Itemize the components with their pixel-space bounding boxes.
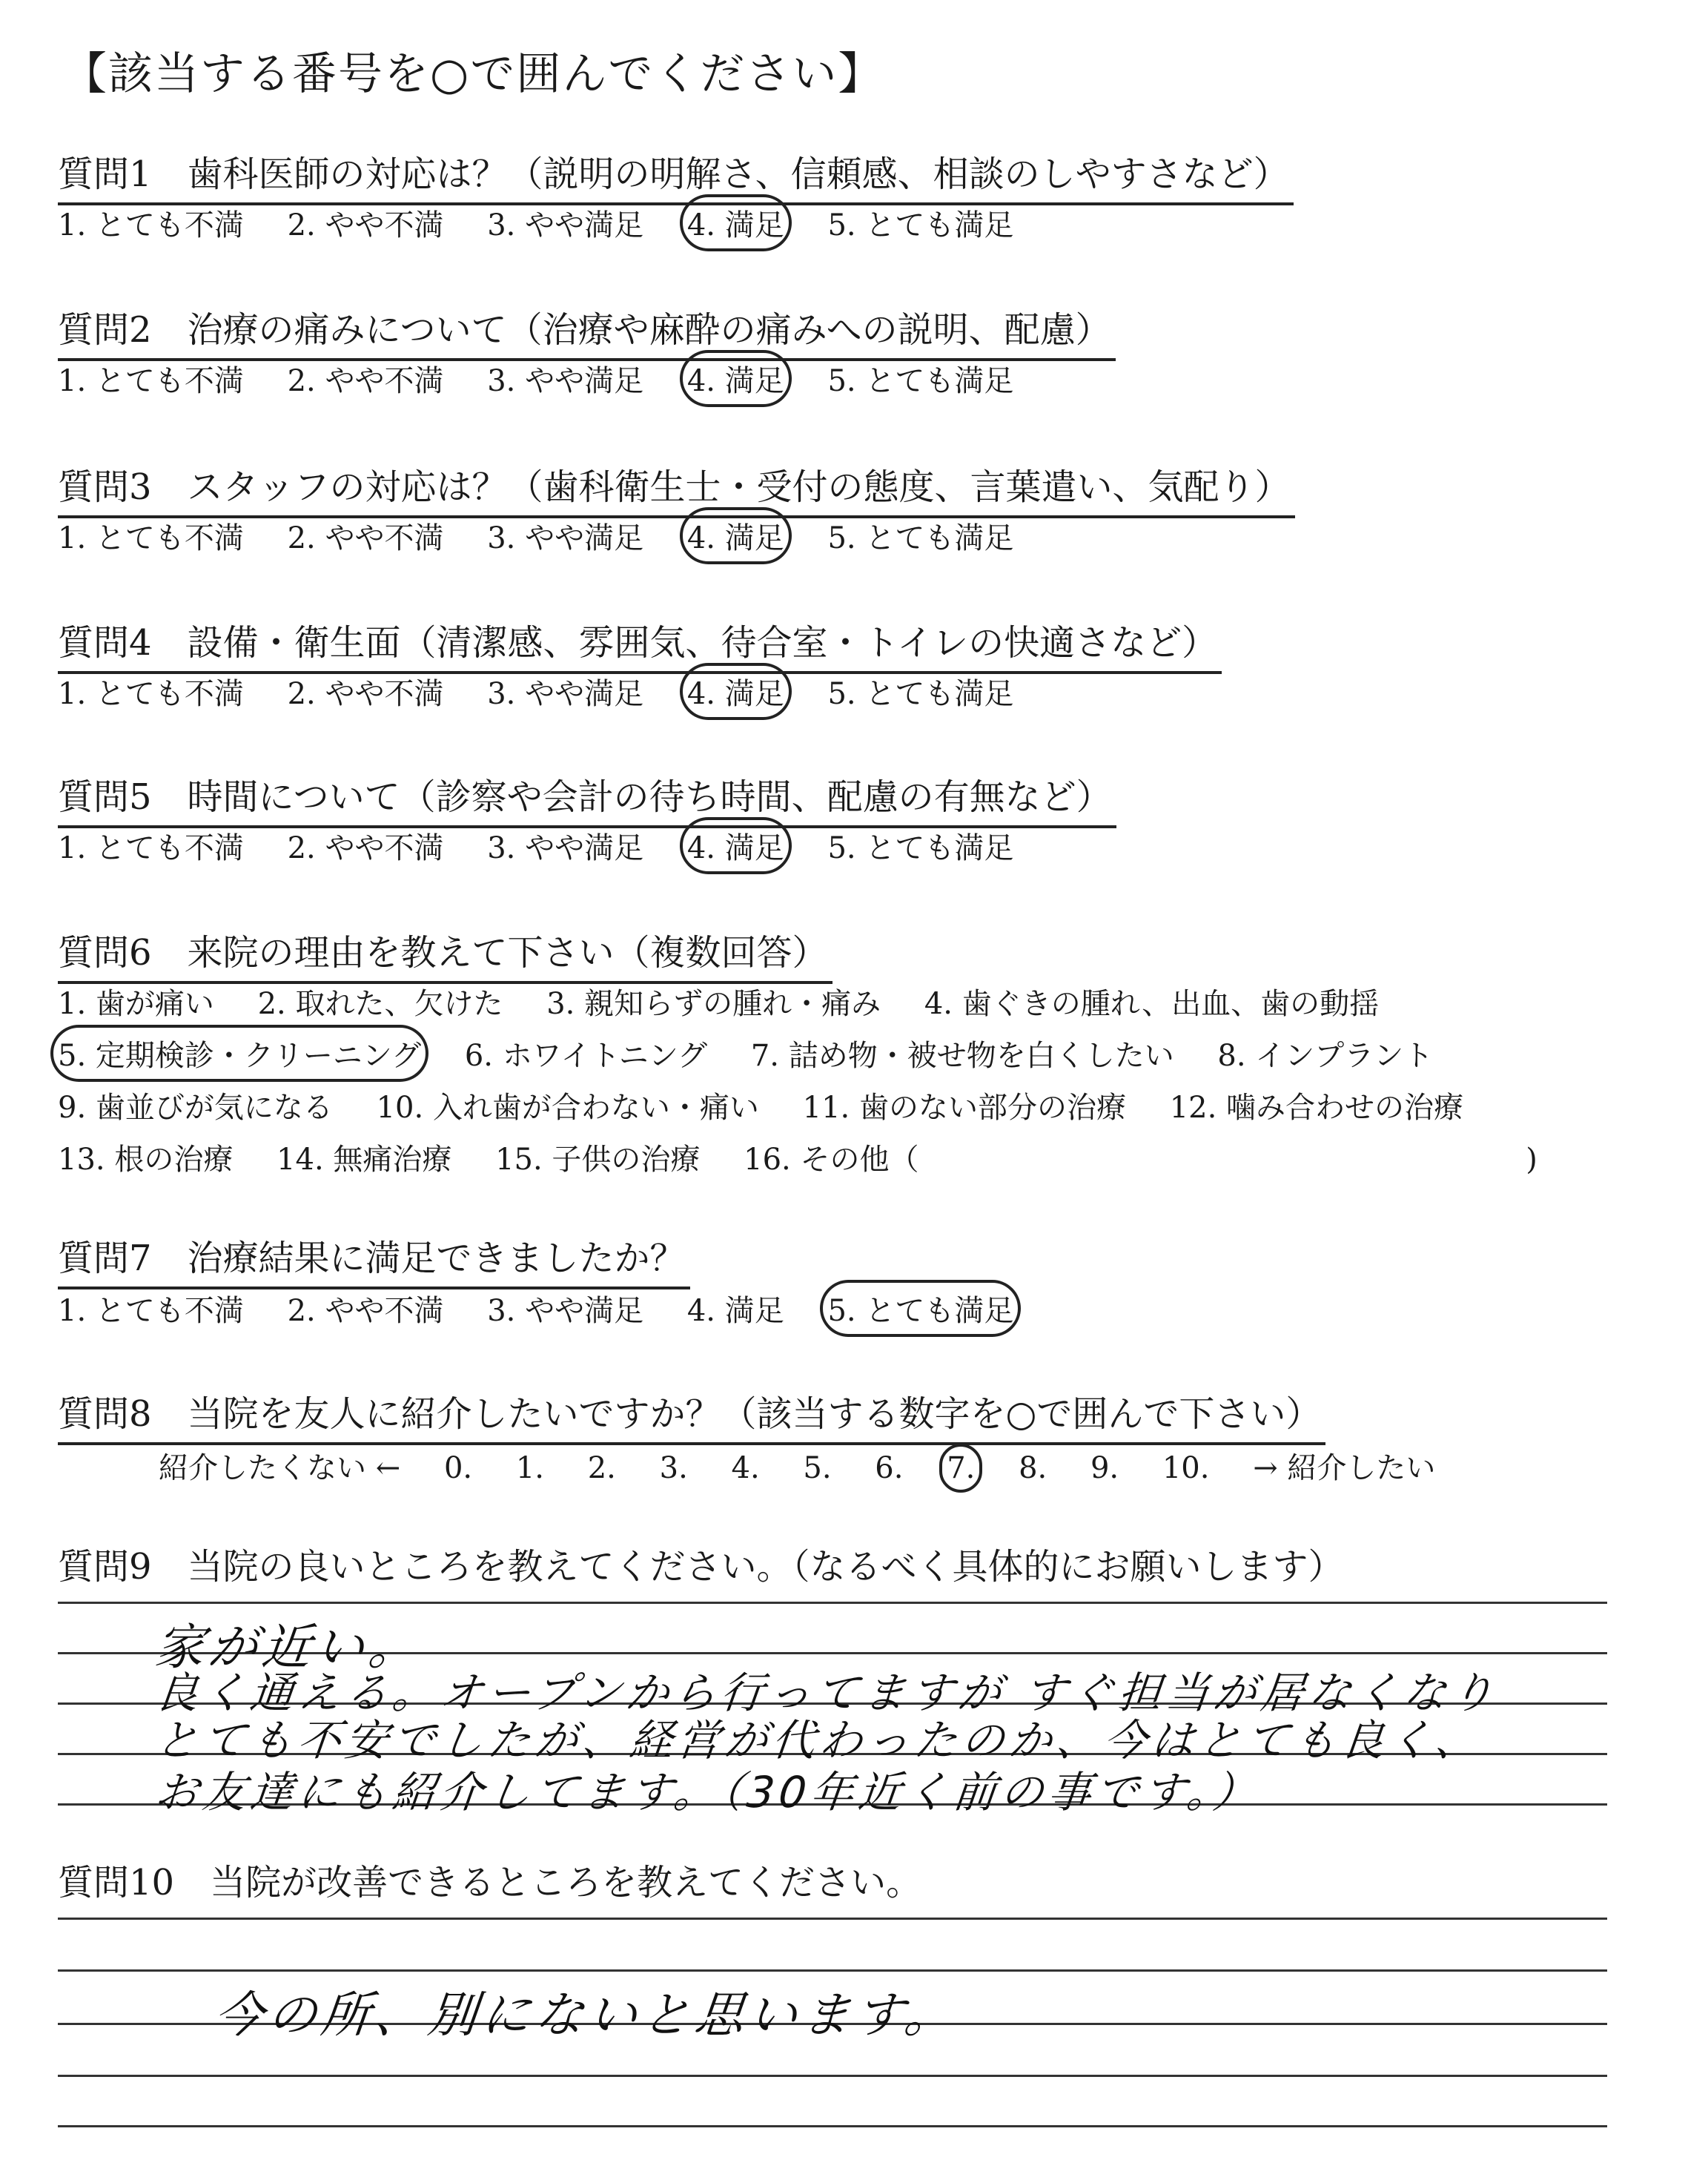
q7-option-5-selected[interactable]: 5. とても満足: [827, 1287, 1013, 1330]
question-8-scale: [159, 1444, 1469, 1487]
q6-option-8[interactable]: 8. インプラント: [1217, 1039, 1434, 1073]
q6-other-blank-close: ): [1526, 1143, 1537, 1177]
q6-option-9[interactable]: 9. 歯並びが気になる: [58, 1091, 333, 1125]
answer-line: [58, 2125, 1607, 2127]
q8-value-2[interactable]: 2.: [587, 1451, 616, 1485]
question-6-title: 質問6 来院の理由を教えて下さい（複数回答）: [58, 924, 833, 984]
q10-answer-line-1: 今の所、別にないと思います。: [211, 1986, 961, 2044]
q3-option-3[interactable]: 3. やや満足: [487, 521, 644, 555]
answer-line: [58, 1918, 1607, 1920]
question-3-options: [58, 515, 1047, 557]
q4-option-3[interactable]: 3. やや満足: [487, 677, 644, 711]
question-9-title: 質問9 当院の良いところを教えてください。（なるべく具体的にお願いします）: [58, 1546, 1344, 1588]
q5-option-4-selected[interactable]: 4. 満足: [687, 825, 784, 867]
q1-option-2[interactable]: 2. やや不満: [287, 208, 444, 242]
q8-value-9[interactable]: 9.: [1090, 1451, 1119, 1485]
q9-answer-line-1: 家が近い。: [152, 1619, 426, 1676]
q6-option-5-selected[interactable]: 5. 定期検診・クリーニング: [58, 1032, 421, 1074]
question-3-title: 質問3 スタッフの対応は？（歯科衛生士・受付の態度、言葉遣い、気配り）: [58, 458, 1295, 518]
q6-option-15[interactable]: 15. 子供の治療: [495, 1143, 701, 1177]
q8-value-6[interactable]: 6.: [875, 1451, 904, 1485]
q4-option-1[interactable]: 1. とても不満: [58, 677, 244, 711]
q2-option-5[interactable]: 5. とても満足: [827, 364, 1014, 398]
q6-option-1[interactable]: 1. 歯が痛い: [58, 987, 214, 1021]
question-1-options: [58, 202, 1047, 244]
q7-option-3[interactable]: 3. やや満足: [487, 1294, 644, 1328]
q1-option-5[interactable]: 5. とても満足: [827, 208, 1014, 242]
page-title: 【該当する番号を○で囲んでください】: [62, 48, 884, 100]
q6-option-4[interactable]: 4. 歯ぐきの腫れ、出血、歯の動揺: [924, 987, 1380, 1021]
question-6-line-2: [58, 1032, 1467, 1074]
q8-value-0[interactable]: 0.: [443, 1451, 473, 1485]
question-5-options: [58, 825, 1047, 867]
question-4-options: [58, 670, 1047, 713]
q8-left-label: 紹介したくない ←: [159, 1451, 401, 1485]
question-2-title: 質問2 治療の痛みについて（治療や麻酔の痛みへの説明、配慮）: [58, 301, 1116, 361]
answer-line: [58, 1969, 1607, 1972]
q6-option-2[interactable]: 2. 取れた、欠けた: [257, 987, 503, 1021]
question-6-line-4: [58, 1136, 1572, 1178]
q5-option-1[interactable]: 1. とても不満: [58, 831, 244, 865]
q8-value-7-selected[interactable]: 7.: [947, 1451, 976, 1485]
q8-value-3[interactable]: 3.: [659, 1451, 688, 1485]
q6-option-12[interactable]: 12. 噛み合わせの治療: [1169, 1091, 1464, 1125]
q6-option-14[interactable]: 14. 無痛治療: [277, 1143, 452, 1177]
q6-option-3[interactable]: 3. 親知らずの腫れ・痛み: [546, 987, 881, 1021]
question-4-title: 質問4 設備・衛生面（清潔感、雰囲気、待合室・トイレの快適さなど）: [58, 614, 1222, 674]
q8-right-label: → 紹介したい: [1253, 1451, 1436, 1485]
q4-option-5[interactable]: 5. とても満足: [827, 677, 1014, 711]
q6-option-11[interactable]: 11. 歯のない部分の治療: [802, 1091, 1126, 1125]
q8-value-10[interactable]: 10.: [1162, 1451, 1210, 1485]
q6-option-7[interactable]: 7. 詰め物・被せ物を白くしたい: [750, 1039, 1174, 1073]
q6-option-10[interactable]: 10. 入れ歯が合わない・痛い: [376, 1091, 759, 1125]
q3-option-1[interactable]: 1. とても不満: [58, 521, 244, 555]
q2-option-1[interactable]: 1. とても不満: [58, 364, 244, 398]
answer-line: [58, 2075, 1607, 2077]
q9-answer-line-4: お友達にも紹介してます。（30年近く前の事です。）: [152, 1767, 1263, 1817]
q8-value-8[interactable]: 8.: [1019, 1451, 1047, 1485]
q5-option-3[interactable]: 3. やや満足: [487, 831, 644, 865]
q6-option-6[interactable]: 6. ホワイトニング: [464, 1039, 708, 1073]
q1-option-4-selected[interactable]: 4. 満足: [687, 202, 784, 244]
q1-option-1[interactable]: 1. とても不満: [58, 208, 244, 242]
question-2-options: [58, 357, 1047, 400]
q5-option-2[interactable]: 2. やや不満: [287, 831, 444, 865]
question-6-line-3: [58, 1084, 1497, 1126]
q9-answer-line-2: 良く通える。オープンから行ってますが すぐ担当が居なくなり: [152, 1668, 1501, 1718]
question-7-title: 質問7 治療結果に満足できましたか？: [58, 1229, 690, 1289]
q5-option-5[interactable]: 5. とても満足: [827, 831, 1014, 865]
q7-option-2[interactable]: 2. やや不満: [287, 1294, 444, 1328]
q3-option-5[interactable]: 5. とても満足: [827, 521, 1014, 555]
q6-option-13[interactable]: 13. 根の治療: [58, 1143, 234, 1177]
question-8-title: 質問8 当院を友人に紹介したいですか？（該当する数字を○で囲んで下さい）: [58, 1385, 1325, 1445]
q6-option-16[interactable]: 16. その他（: [744, 1143, 919, 1177]
q3-option-4-selected[interactable]: 4. 満足: [687, 515, 784, 557]
q9-answer-line-3: とても不安でしたが、経営が代わったのか、今はとても良く、: [152, 1715, 1486, 1766]
q2-option-4-selected[interactable]: 4. 満足: [687, 357, 784, 400]
question-1-title: 質問1 歯科医師の対応は？（説明の明解さ、信頼感、相談のしやすさなど）: [58, 145, 1294, 205]
question-7-options: [58, 1287, 1047, 1330]
q7-option-4[interactable]: 4. 満足: [686, 1294, 784, 1328]
q4-option-2[interactable]: 2. やや不満: [287, 677, 444, 711]
q3-option-2[interactable]: 2. やや不満: [287, 521, 444, 555]
question-6-line-1: [58, 980, 1413, 1023]
q7-option-1[interactable]: 1. とても不満: [58, 1294, 244, 1328]
q1-option-3[interactable]: 3. やや満足: [487, 208, 644, 242]
q8-value-4[interactable]: 4.: [731, 1451, 760, 1485]
q8-value-1[interactable]: 1.: [515, 1451, 545, 1485]
q8-value-5[interactable]: 5.: [803, 1451, 832, 1485]
q2-option-3[interactable]: 3. やや満足: [487, 364, 644, 398]
question-10-title: 質問10 当院が改善できるところを教えてください。: [58, 1862, 922, 1903]
answer-line: [58, 1602, 1607, 1604]
question-5-title: 質問5 時間について（診察や会計の待ち時間、配慮の有無など）: [58, 768, 1116, 828]
q2-option-2[interactable]: 2. やや不満: [287, 364, 444, 398]
q4-option-4-selected[interactable]: 4. 満足: [687, 670, 784, 713]
